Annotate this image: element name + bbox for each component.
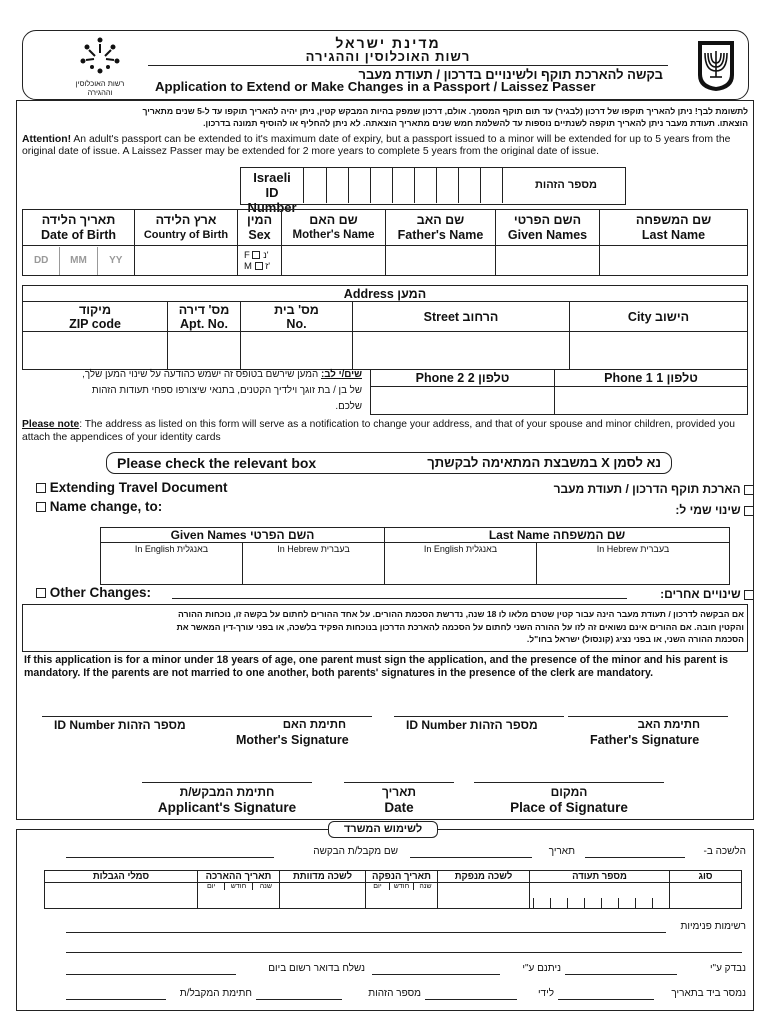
name-change-option-hebrew[interactable]: שינוי שמי ל: [675,503,754,517]
city-header: City הישוב [570,302,748,332]
name-change-checkbox[interactable] [36,502,46,512]
state-name: מדינת ישראל [335,35,441,51]
header-divider [148,65,668,66]
limits-header: סמלי הגבלות [45,871,198,883]
new-given-title: Given Names השם הפרטי [101,528,385,543]
date-line[interactable] [344,782,454,783]
id-label-en-1: Israeli [253,170,291,185]
new-given-english-field[interactable] [101,555,243,585]
address-note-hebrew: שים/י לב: המען שירשם בטופס זה ישמש כהודעה על שינוי המען שלך, של בן / בת זוגך וילדיך הקטנים, בתנאי שיצורפו ספחי תעודות הזהות שלכם. [82,369,362,412]
internal-notes-label: רשימות פנימיות [680,921,746,932]
attention-hebrew-line2: הוצאתו. תעודת מעבר ניתן להאריך תוקפה לשנתיים נוספות עד להשלמת חמש שנים מתאריך הוצאתה. לא ניתן להחליף או להוסיף תמונה בדרכון. [203,118,748,128]
new-given-hebrew-field[interactable] [243,555,385,585]
given-name-header: השם הפרטי Given Names [496,210,600,246]
check-title-english: Please check the relevant box [117,455,317,471]
doc-number-field[interactable] [530,883,670,909]
apt-header: מס' דירה Apt. No. [168,302,241,332]
other-changes-checkbox-he[interactable] [744,590,754,600]
issue-date-header: תאריך הנפקה [366,871,438,883]
receiver-sig-label: חתימת המקבל/ת [179,988,252,999]
mother-name-field[interactable] [282,246,386,276]
country-header: ארץ הלידה Country of Birth [135,210,238,246]
type-field[interactable] [670,883,742,909]
authority-name: רשות האוכלוסין וההגירה [305,49,471,64]
last-name-header: שם המשפחה Last Name [600,210,748,246]
extend-option-english[interactable]: Extending Travel Document [36,480,228,495]
father-signature-line[interactable] [568,716,728,717]
mother-signature-line[interactable] [220,716,372,717]
new-last-title: Last Name שם המשפחה [385,528,730,543]
new-last-hebrew-field[interactable] [537,555,730,585]
applicant-sig-he: חתימת המבקש/ת [179,785,275,799]
checked-by-label: נבדק ע"י [709,963,746,974]
given-by-label: ניתנם ע"י [522,963,561,974]
sex-female-option[interactable]: F נ' [244,249,269,261]
ext-date-header: תאריך ההארכה [198,871,280,883]
father-id-label: ID Number מספר הזהות [406,718,538,732]
attention-label: Attention! [22,134,72,145]
id-label-en-2: ID Number [247,185,297,215]
address-table [22,285,748,370]
dob-field[interactable] [23,246,135,276]
sex-field [238,246,282,276]
id-number-box [240,167,626,215]
phone1-header: Phone 1 טלפון 1 [555,370,748,387]
extend-checkbox-he[interactable] [744,485,754,495]
street-field[interactable] [353,332,570,370]
office-id-line[interactable] [256,999,342,1000]
logo-caption: רשות האוכלוסין וההגירה [75,79,125,97]
office-date-label: תאריך [548,846,575,857]
internal-notes-line1[interactable] [66,932,666,933]
extend-option-hebrew[interactable]: הארכת תוקף הדרכון / תעודת מעבר [554,482,754,496]
issue-year: שנה [419,883,432,890]
data-office-field[interactable] [280,883,366,909]
dob-day[interactable]: DD [23,247,60,275]
attention-hebrew [22,105,748,129]
dob-year[interactable]: YY [109,254,123,266]
sent-mail-line[interactable] [66,974,236,975]
new-last-english-field[interactable] [385,555,537,585]
office-top-row: הלשכה ב- [703,846,746,857]
to-hand-line[interactable] [425,999,517,1000]
title-hebrew: בקשה להארכת תוקף ולשינויים בדרכון / תעודת מעבר [358,67,663,82]
to-office-line[interactable] [585,857,685,858]
father-id-line[interactable] [394,716,564,717]
mother-id-label: ID Number מספר הזהות [54,718,186,732]
ext-month: חודש [224,883,252,890]
last-english-label: In English באנגלית [385,543,537,555]
zip-header: מיקוד ZIP code [23,302,168,332]
date-en: Date [384,800,414,815]
mother-id-line[interactable] [42,716,220,717]
issue-day: יום [373,883,382,890]
handed-date-label: נמסר ביד בתאריך [671,988,746,999]
place-he: המקום [550,785,588,799]
issue-month: חודש [389,883,414,890]
country-field[interactable] [135,246,238,276]
father-name-header: שם האב Father's Name [386,210,496,246]
phone2-field[interactable] [371,387,555,415]
father-name-field[interactable] [386,246,496,276]
place-en: Place of Signature [510,800,628,815]
extend-checkbox[interactable] [36,483,46,493]
house-field[interactable] [241,332,353,370]
issuing-office-header: לשכה מנפקת [438,871,530,883]
received-by-line[interactable] [66,857,274,858]
given-by-line[interactable] [372,974,500,975]
last-name-field[interactable] [600,246,748,276]
title-english: Application to Extend or Make Changes in a Passport / Laissez Passer [155,79,596,94]
received-by-label: שם מקבל/ת הבקשה [313,846,398,857]
receiver-sig-line[interactable] [66,999,166,1000]
apt-field[interactable] [168,332,241,370]
date-he: תאריך [381,785,416,799]
population-authority-logo-icon [75,35,125,77]
issuing-office-field[interactable] [438,883,530,909]
phone1-field[interactable] [555,387,748,415]
ext-day: יום [206,883,216,890]
office-records-table [44,870,742,909]
minor-consent-english: If this application is for a minor under 18 years of age, one parent must sign the application, and the presence of the minor and his parent is mandatory. If the parents are not married to one another, both parents' signatures in the presence of the clerk are mandatory. [24,654,729,679]
name-change-table [100,527,730,585]
sex-male-option[interactable]: M ז' [244,260,271,272]
dob-header: תאריך הלידה Date of Birth [23,210,135,246]
data-office-header: לשכה מדוותת [280,871,366,883]
address-note-english: Please note: The address as listed on this form will serve as a notification to change your address, and that of your spouse and minor children, provided you attach the appendices of your identity cards [22,419,735,443]
zip-field[interactable] [23,332,168,370]
checked-by-line[interactable] [565,974,677,975]
internal-notes-line2[interactable] [66,952,742,953]
type-header: סוג [670,871,742,883]
other-changes-line[interactable] [172,598,627,599]
handed-date-line[interactable] [558,999,654,1000]
ext-date-field[interactable] [198,883,280,909]
city-field[interactable] [570,332,748,370]
given-name-field[interactable] [496,246,600,276]
id-label-hebrew: מספר הזהות [534,179,597,191]
minor-consent-hebrew: אם הבקשה לדרכון / תעודת מעבר הינה עבור קטין שטרם מלאו לו 18 שנה, נדרשת הסכמת ההורים. על אחד ההורים לחתום על בקשה זו, נוכחות ההורה והקטין חובה. אם ההורים אינם נשואים זה לזו על ההורה השני לחתום על הסכמה להארכת הדרכון בנוכחות הפקיד בלשכה, או בפני עורך-דין המאשר את הסכמת ההורה השני, או בפני נציג (קונסול) ישראל בחו"ל. [176,609,744,644]
phones-table [370,369,748,415]
mother-sig-en: Mother's Signature [236,733,349,747]
father-sig-en: Father's Signature [590,733,700,747]
street-header: Street הרחוב [353,302,570,332]
other-changes-checkbox[interactable] [36,588,46,598]
ext-year: שנה [259,883,272,890]
last-hebrew-label: In Hebrew בעברית [537,543,730,555]
attention-text: An adult's passport can be extended to it's maximum date of expiry, but a passport issued to a minor will be extended for up to 5 years from the original date of issue. A Laissez Passer may be extended for 2 more years to complete 5 years from the original date of issue. [22,134,731,157]
office-date-line[interactable] [410,857,532,858]
attention-hebrew-line1: לתשומת לבך! ניתן להאריך תוקפו של דרכון (לבגיר) עד תום תוקף המסמך. אולם, דרכון שמפק בהיות המבקש קטין, ניתן יהיה להאריך תוקפו עד ל-5 שנים מתאריך [142,106,748,116]
place-line[interactable] [474,782,664,783]
other-changes-english[interactable]: Other Changes: [36,585,151,600]
name-change-checkbox-he[interactable] [744,506,754,516]
given-english-label: In English באנגלית [101,543,243,555]
applicant-signature-line[interactable] [142,782,312,783]
to-hand-label: לידי [537,988,554,999]
phone2-header: Phone 2 טלפון 2 [371,370,555,387]
mother-name-header: שם האם Mother's Name [282,210,386,246]
menorah-emblem-icon [694,37,738,93]
sent-mail-label: נשלח בדואר רשום ביום [268,963,365,974]
office-id-label: מספר הזהות [368,988,421,999]
form-header [22,30,749,100]
id-digit-cells[interactable] [303,168,503,203]
check-box-title [106,452,672,474]
father-sig-he: חתימת האב [637,719,700,731]
address-title: Address המען [23,286,748,302]
check-title-hebrew: נא לסמן X במשבצת המתאימה לבקשתך [427,455,661,470]
given-hebrew-label: In Hebrew בעברית [243,543,385,555]
house-header: מס' בית No. [241,302,353,332]
sex-header: המין Sex [238,210,282,246]
dob-month[interactable]: MM [60,247,97,275]
personal-details-table [22,209,748,276]
name-change-option-english[interactable]: Name change, to: [36,499,162,514]
doc-number-header: מספר תעודה [530,871,670,883]
applicant-sig-en: Applicant's Signature [157,800,297,815]
attention-english [22,134,748,158]
issue-date-field[interactable] [366,883,438,909]
office-use-title: לשימוש המשרד [328,821,438,838]
other-changes-hebrew[interactable]: שינויים אחרים: [660,587,754,601]
mother-sig-he: חתימת האם [282,719,346,731]
limits-field[interactable] [45,883,198,909]
